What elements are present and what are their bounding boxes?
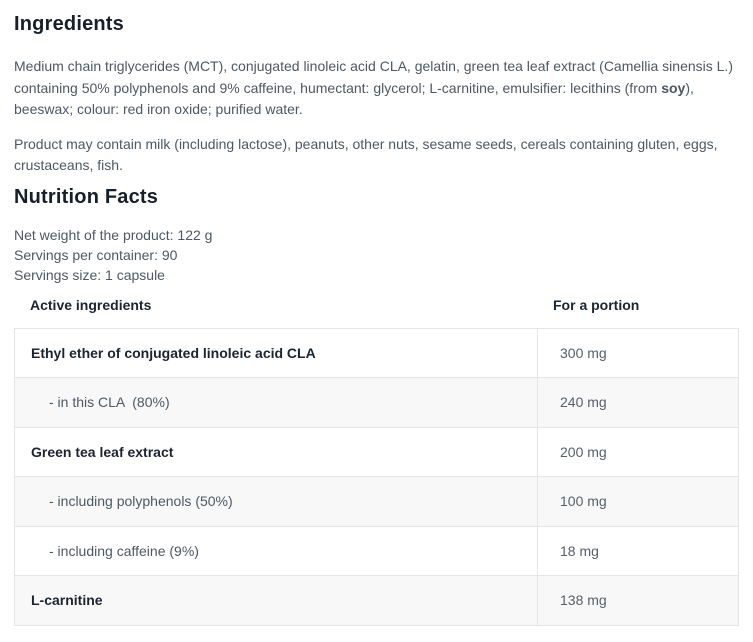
ingredients-composition-paragraph xyxy=(14,56,739,121)
ingredient-label: Ethyl ether of conjugated linoleic acid CLA xyxy=(15,328,538,378)
composition-text-end: ), beeswax; colour: red iron oxide; purified water. xyxy=(14,79,694,117)
ingredients-title: Ingredients xyxy=(14,13,124,35)
ingredient-value: 300 mg xyxy=(560,344,607,361)
serving-size-line: Servings size: 1 capsule xyxy=(14,266,165,283)
nutrition-table xyxy=(14,328,739,626)
column-header-active-ingredients: Active ingredients xyxy=(30,296,152,313)
table-row-l-carnitine xyxy=(15,576,739,626)
table-row-caffeine xyxy=(15,526,739,576)
ingredient-value: 138 mg xyxy=(538,576,739,626)
table-column-headers xyxy=(14,295,739,315)
ingredient-value: 200 mg xyxy=(538,427,739,477)
net-weight-line: Net weight of the product: 122 g xyxy=(14,226,213,243)
nutrition-table-body xyxy=(15,328,739,625)
ingredient-label: - including polyphenols (50%) xyxy=(15,477,538,527)
ingredient-value: 18 mg xyxy=(538,526,739,576)
column-header-for-a-portion: For a portion xyxy=(553,296,640,313)
table-row-cla xyxy=(15,328,739,378)
ingredient-label: - including caffeine (9%) xyxy=(15,526,538,576)
servings-per-container-line: Servings per container: 90 xyxy=(14,246,178,263)
nutrition-facts-title: Nutrition Facts xyxy=(14,185,159,208)
ingredient-value: 100 mg xyxy=(538,477,739,527)
ingredient-label: - in this CLA (80%) xyxy=(15,378,538,428)
soy-allergen-bold: soy xyxy=(661,79,686,96)
ingredient-label: L-carnitine xyxy=(15,576,538,626)
allergen-note-paragraph: Product may contain milk (including lactose), peanuts, other nuts, sesame seeds, cereals containing gluten, eggs, crustaceans, fish. xyxy=(14,135,718,173)
ingredient-label: Green tea leaf extract xyxy=(15,427,538,477)
composition-text-start: Medium chain triglycerides (MCT), conjugated linoleic acid CLA, gelatin, green tea leaf extract (Camellia sinensis L.) containing 50% polyphenols and 9% caffeine, humectant: glycerol; L-carnitine, emulsifier: lecithins (from xyxy=(14,58,733,96)
serving-info-block xyxy=(14,225,739,285)
table-row-green-tea xyxy=(15,427,739,477)
table-row-polyphenols xyxy=(15,477,739,527)
ingredient-value: 240 mg xyxy=(538,378,739,428)
table-row-in-this-cla xyxy=(15,378,739,428)
